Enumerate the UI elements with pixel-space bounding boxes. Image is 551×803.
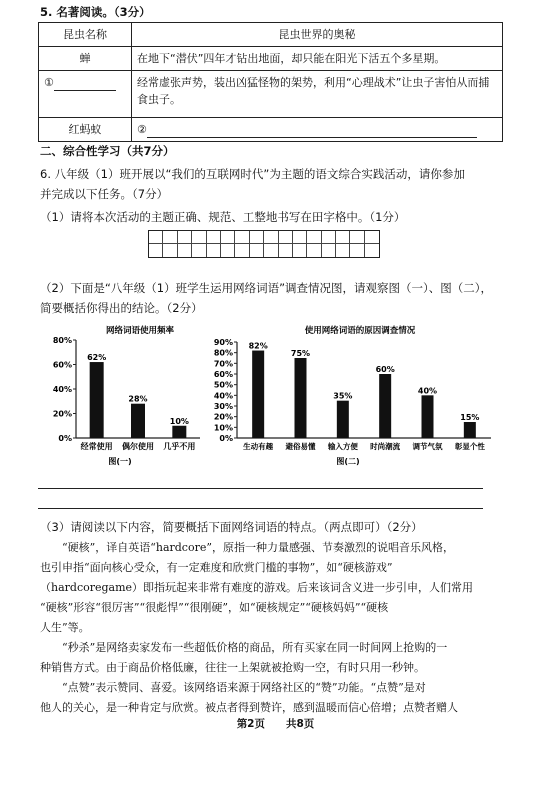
q6-sub1: （1）请将本次活动的主题正确、规范、工整地书写在田字格中。（1分） [40, 210, 406, 224]
y-tick-label: 0% [219, 434, 233, 443]
blank-marker: ① [44, 76, 54, 89]
x-tick-label: 经常使用 [80, 442, 113, 451]
y-tick-label: 50% [213, 380, 233, 390]
x-tick-label: 几乎不用 [163, 442, 196, 451]
y-tick-label: 20% [52, 409, 72, 419]
insect-name [39, 71, 132, 118]
reading-line: “秒杀”是网络卖家发布一些超低价格的商品，所有买家在同一时间网上抢购的一 [62, 641, 448, 654]
table-row [39, 23, 503, 47]
bar [131, 404, 145, 438]
y-tick-label: 30% [213, 402, 233, 411]
data-label: 28% [128, 394, 148, 404]
reading-line: “硬核”，译自英语“hardcore”，原指一种力量感强、节奏激烈的说唱音乐风格， [62, 541, 454, 554]
data-label: 15% [460, 413, 480, 422]
y-tick-label: 90% [213, 338, 233, 347]
x-tick-label: 时尚潮流 [370, 442, 401, 451]
data-label: 60% [375, 365, 395, 374]
grid-cell[interactable] [149, 231, 163, 257]
y-tick-label: 10% [213, 423, 233, 433]
bar [90, 362, 104, 438]
reading-line: “硬核”形容“很厉害”“很彪悍”“很刚硬”，如“硬核规定”“硬核妈妈”“硬核 [40, 601, 389, 614]
reading-line: 种销售方式。由于商品价格低廉，往往一上架就被抢购一空，有时只用一秒钟。 [40, 661, 425, 674]
grid-cell[interactable] [163, 231, 177, 257]
chart-usage-reasons [205, 322, 495, 472]
bar [422, 395, 434, 438]
grid-cell[interactable] [365, 231, 379, 257]
table-row [39, 71, 503, 118]
x-tick-label: 彰显个性 [454, 442, 485, 451]
table-row [39, 118, 503, 142]
grid-cell[interactable] [350, 231, 364, 257]
x-tick-label: 调节气氛 [412, 442, 443, 451]
bar [379, 374, 391, 438]
grid-cell[interactable] [235, 231, 249, 257]
bar [464, 422, 476, 438]
grid-cell[interactable] [264, 231, 278, 257]
x-tick-label: 生动有趣 [243, 442, 274, 451]
bar [295, 358, 307, 438]
grid-cell[interactable] [192, 231, 206, 257]
q5-title: 5. 名著阅读。（3分） [40, 5, 151, 19]
bar [252, 351, 264, 438]
q6-intro: 并完成以下任务。（7分） [40, 187, 169, 201]
q5-table [38, 22, 503, 142]
answer-line[interactable] [38, 488, 483, 489]
y-tick-label: 80% [213, 348, 233, 358]
reading-line: 也引申指“面向核心受众，有一定难度和欣赏门槛的事物”，如“硬核游戏” [40, 561, 393, 574]
grid-cell[interactable] [293, 231, 307, 257]
y-tick-label: 40% [213, 391, 233, 401]
table-header-cell: 昆虫名称 [39, 23, 132, 47]
reading-line: （hardcoregame）即指玩起来非常有难度的游戏。后来该词含义进一步引申，人们常用 [40, 581, 474, 594]
reading-line: “点赞”表示赞同、喜爱。该网络语来源于网络社区的“赞”功能。“点赞”是对 [62, 681, 426, 694]
blank-marker: ② [137, 123, 147, 136]
insect-desc: 在地下“潜伏”四年才钻出地面，却只能在阳光下活五个多星期。 [132, 47, 503, 71]
bar [337, 401, 349, 438]
reading-line: 人生”等。 [40, 621, 90, 634]
insect-desc [132, 118, 503, 142]
q6-sub2: （2）下面是“八年级（1）班学生运用网络词语”调查情况图，请观察图（一）、图（二）， [40, 281, 493, 295]
chart-caption: 图(二) [336, 457, 360, 466]
data-label: 35% [333, 391, 353, 401]
page-footer: 第2页 共8页 [236, 718, 315, 730]
grid-cell[interactable] [336, 231, 350, 257]
table-row [39, 47, 503, 71]
grid-cell[interactable] [279, 231, 293, 257]
chart-title: 网络词语使用频率 [105, 326, 175, 336]
grid-cell[interactable] [307, 231, 321, 257]
tianzige-grid[interactable] [148, 230, 380, 258]
x-tick-label: 避俗易懂 [285, 442, 316, 451]
data-label: 10% [169, 416, 189, 426]
q6-sub2: 简要概括你得出的结论。（2分） [40, 301, 203, 315]
data-label: 62% [87, 353, 107, 363]
grid-cell[interactable] [178, 231, 192, 257]
grid-cell[interactable] [207, 231, 221, 257]
y-tick-label: 70% [213, 359, 233, 369]
data-label: 40% [417, 386, 438, 396]
y-tick-label: 80% [52, 336, 72, 345]
chart-caption: 图(一) [108, 457, 132, 466]
reading-passage [40, 538, 505, 718]
chart-title: 使用网络词语的原因调查情况 [304, 326, 416, 336]
insect-name: 蝉 [39, 47, 132, 71]
table-header-cell: 昆虫世界的奥秘 [132, 23, 503, 47]
x-tick-label: 偶尔使用 [122, 442, 154, 451]
data-label: 75% [290, 349, 311, 358]
insect-desc: 经常虚张声势，装出凶猛怪物的架势，利用“心理战术”让虫子害怕从而捕食虫子。 [132, 71, 503, 118]
y-tick-label: 60% [52, 360, 72, 370]
x-tick-label: 输入方便 [327, 442, 358, 451]
y-tick-label: 0% [58, 434, 72, 443]
q6-intro: 6. 八年级（1）班开展以“我们的互联网时代”为主题的语文综合实践活动，请你参加 [40, 167, 465, 181]
reading-line: 他人的关心，是一种肯定与欣赏。被点者得到赞许，感到温暖而信心倍增；点赞者赠人 [40, 701, 458, 714]
q6-sub3: （3）请阅读以下内容，简要概括下面网络词语的特点。（两点即可）（2分） [40, 520, 423, 534]
grid-cell[interactable] [250, 231, 264, 257]
grid-cell[interactable] [322, 231, 336, 257]
y-tick-label: 60% [213, 370, 233, 379]
bar [172, 426, 186, 438]
y-tick-label: 20% [213, 412, 233, 422]
answer-blank[interactable] [147, 125, 477, 138]
chart-usage-frequency [40, 322, 210, 472]
data-label: 82% [248, 341, 268, 351]
grid-cell[interactable] [221, 231, 235, 257]
answer-line[interactable] [38, 508, 483, 509]
answer-blank[interactable] [54, 78, 116, 91]
insect-name: 红蚂蚁 [39, 118, 132, 142]
section-heading: 二、综合性学习（共7分） [40, 144, 175, 158]
y-tick-label: 40% [52, 385, 72, 394]
